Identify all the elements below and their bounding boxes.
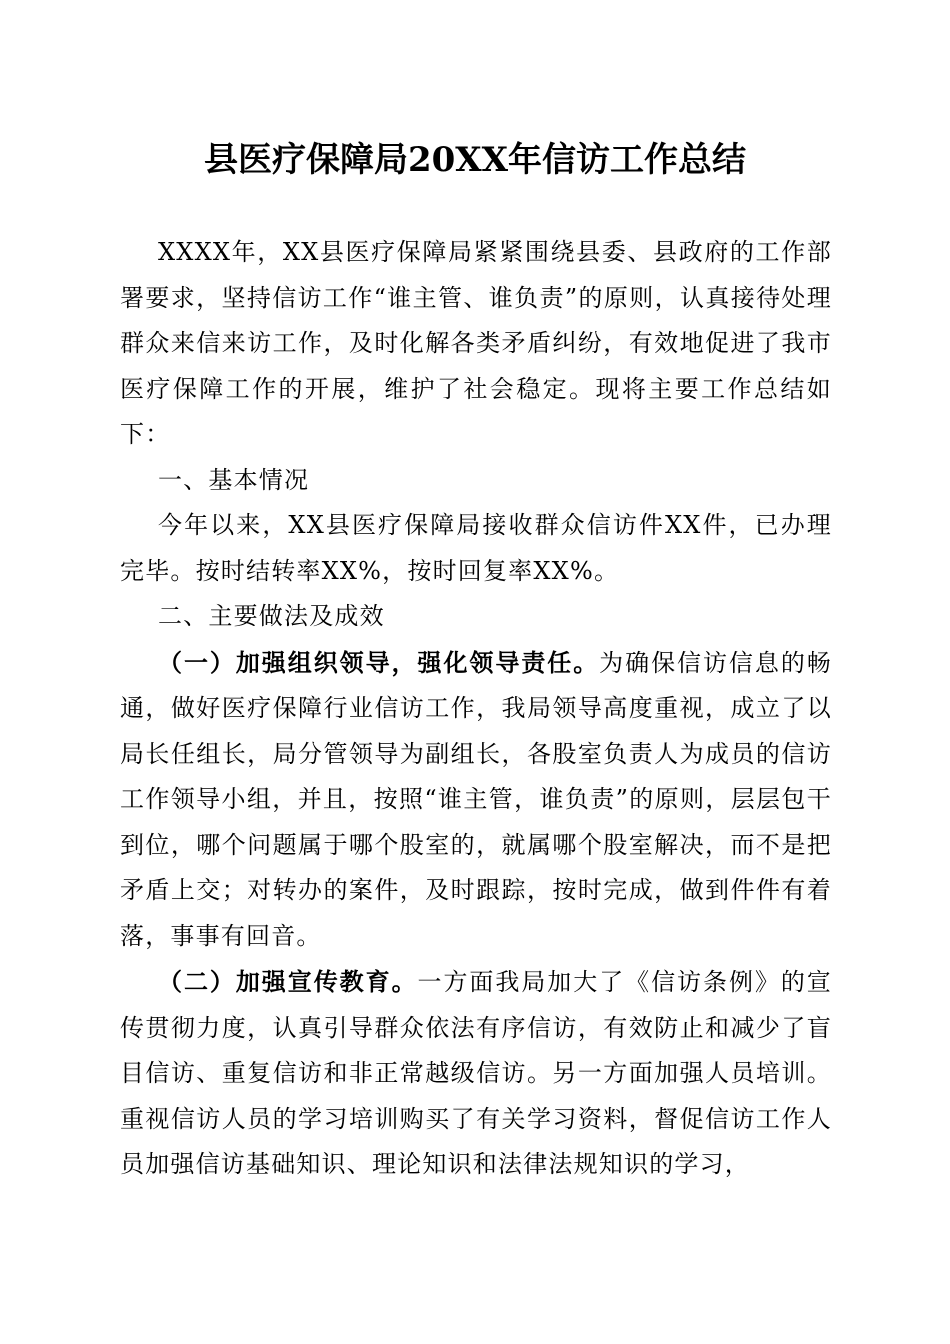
document-body xyxy=(120,230,832,1188)
section-heading-measures: 二、主要做法及成效 xyxy=(158,602,385,630)
section-paragraph-basic: 今年以来，XX县医疗保障局接收群众信访件XX件，已办理完毕。按时结转率XX%，按时回复率XX%。 xyxy=(120,511,832,585)
document-title: 县医疗保障局20XX年信访工作总结 xyxy=(203,140,747,180)
measure-text-1: 为确保信访信息的畅通，做好医疗保障行业信访工作，我局领导高度重视，成立了以局长任组长，局分管领导为副组长，各股室负责人为成员的信访工作领导小组，并且，按照“谁主管，谁负责”的原则，层层包干到位，哪个问题属于哪个股室的，就属哪个股室解决，而不是把矛盾上交；对转办的案件，及时跟踪，按时完成，做到件件有着落，事事有回音。 xyxy=(120,648,832,950)
measure-paragraph-2 xyxy=(120,959,832,1188)
intro-paragraph: XXXX年，XX县医疗保障局紧紧围绕县委、县政府的工作部署要求，坚持信访工作“谁主管、谁负责”的原则，认真接待处理群众来信来访工作，及时化解各类矛盾纠纷，有效地促进了我市医疗保障工作的开展，维护了社会稳定。现将主要工作总结如下： xyxy=(120,238,832,448)
measure-paragraph-1 xyxy=(120,640,832,960)
section-heading-basic: 一、基本情况 xyxy=(158,465,310,494)
measure-lead-2: （二）加强宣传教育。 xyxy=(158,967,418,996)
measure-lead-1: （一）加强组织领导，强化领导责任。 xyxy=(158,647,600,677)
measure-text-2: 一方面我局加大了《信访条例》的宣传贯彻力度，认真引导群众依法有序信访，有效防止和减少了盲目信访、重复信访和非正常越级信访。另一方面加强人员培训。重视信访人员的学习培训购买了有关学习资料，督促信访工作人员加强信访基础知识、理论知识和法律法规知识的学习， xyxy=(120,968,833,1178)
